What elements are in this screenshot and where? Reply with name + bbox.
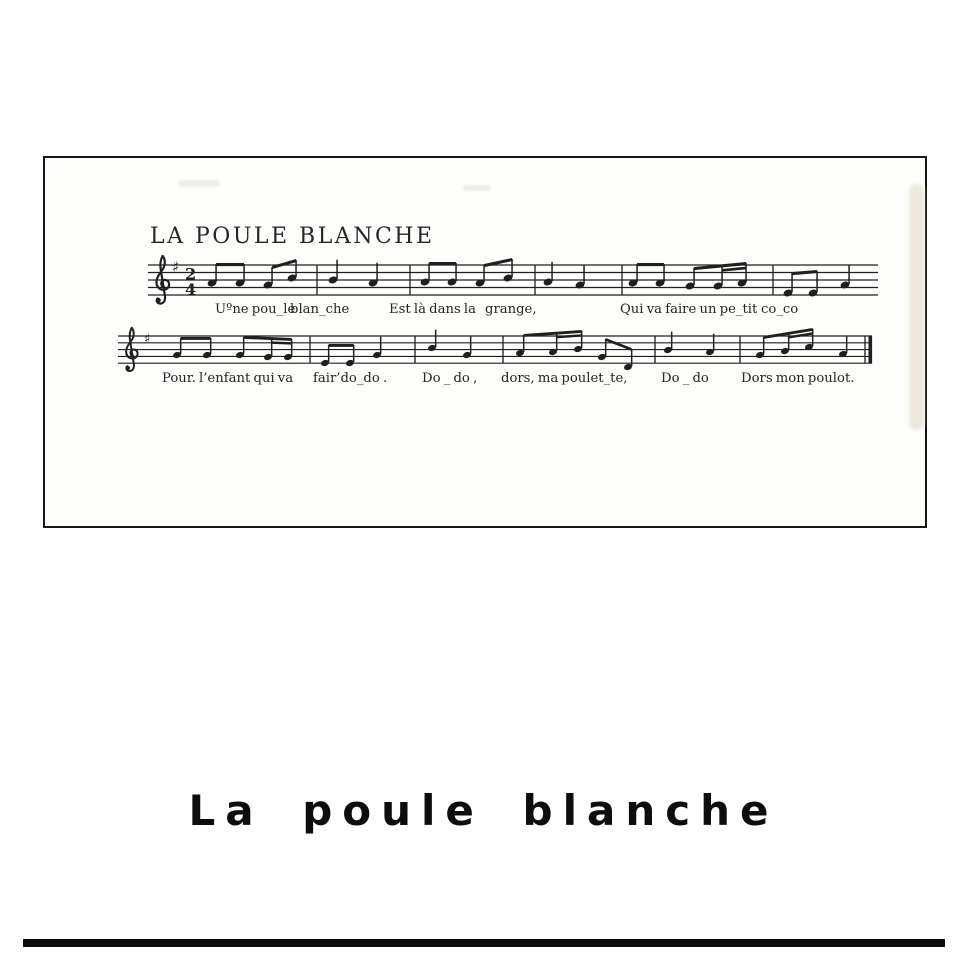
quarter-note	[372, 337, 382, 359]
beamed-note-group	[207, 263, 246, 288]
beam	[484, 258, 512, 267]
beamed-note-group	[783, 270, 819, 298]
beam	[329, 344, 354, 347]
beam	[722, 267, 746, 272]
quarter-note	[575, 265, 586, 290]
beamed-note-group	[755, 328, 814, 359]
quarter-note	[705, 334, 715, 356]
lyric-segment: Do _ do ,	[422, 371, 478, 386]
quarter-note	[840, 265, 851, 290]
beam	[244, 336, 292, 341]
bottom-divider-bar	[23, 939, 945, 947]
lyric-segment: fair’do_do .	[313, 371, 388, 386]
beam	[181, 337, 211, 340]
lyric-segment: Qui va faire un pe_tit	[620, 302, 758, 317]
beam	[637, 263, 664, 266]
lyrics-line-1	[45, 302, 929, 322]
beam	[216, 263, 244, 266]
beam	[429, 262, 456, 265]
quarter-note	[838, 336, 848, 358]
time-signature-bottom: 4	[185, 279, 197, 299]
lyric-segment: Est là dans la	[389, 302, 476, 317]
staff	[118, 328, 872, 371]
sharp-icon: ♯	[172, 258, 180, 276]
caption-title: La poule blanche	[188, 786, 779, 835]
beamed-note-group	[235, 336, 293, 361]
beamed-note-group	[685, 262, 748, 291]
time-signature-top: 2	[185, 264, 197, 284]
beamed-note-group	[172, 337, 212, 359]
lyric-segment: dors, ma poulet_te,	[501, 371, 628, 386]
lyric-segment: Do _ do	[661, 371, 709, 386]
quarter-note	[462, 337, 472, 359]
quarter-note	[427, 330, 437, 352]
lyrics-line-2	[45, 371, 929, 391]
sheet-music-scan	[43, 156, 927, 528]
lyric-segment: Uºne pou_le	[215, 302, 296, 317]
beamed-note-group	[420, 262, 458, 287]
lyric-segment: Pour. l’enfant qui va	[162, 371, 294, 386]
beamed-note-group	[515, 330, 583, 357]
sharp-icon: ♯	[144, 331, 151, 347]
lyric-segment: co_co	[761, 302, 799, 317]
beam	[792, 270, 817, 275]
beam	[272, 341, 292, 344]
music-notation	[43, 156, 927, 528]
beamed-note-group	[263, 259, 298, 290]
staff	[148, 256, 878, 304]
lyric-segment: blan_che	[290, 302, 350, 317]
beam	[557, 334, 582, 338]
beam	[272, 259, 296, 269]
lyric-segment: grange,	[485, 302, 537, 317]
quarter-note	[368, 263, 379, 288]
lyric-segment: Dors mon poulot.	[741, 371, 855, 386]
song-title: LA POULE BLANCHE	[150, 224, 435, 249]
beamed-note-group	[628, 263, 666, 288]
beam	[606, 338, 632, 351]
final-barline-thick	[869, 336, 873, 363]
